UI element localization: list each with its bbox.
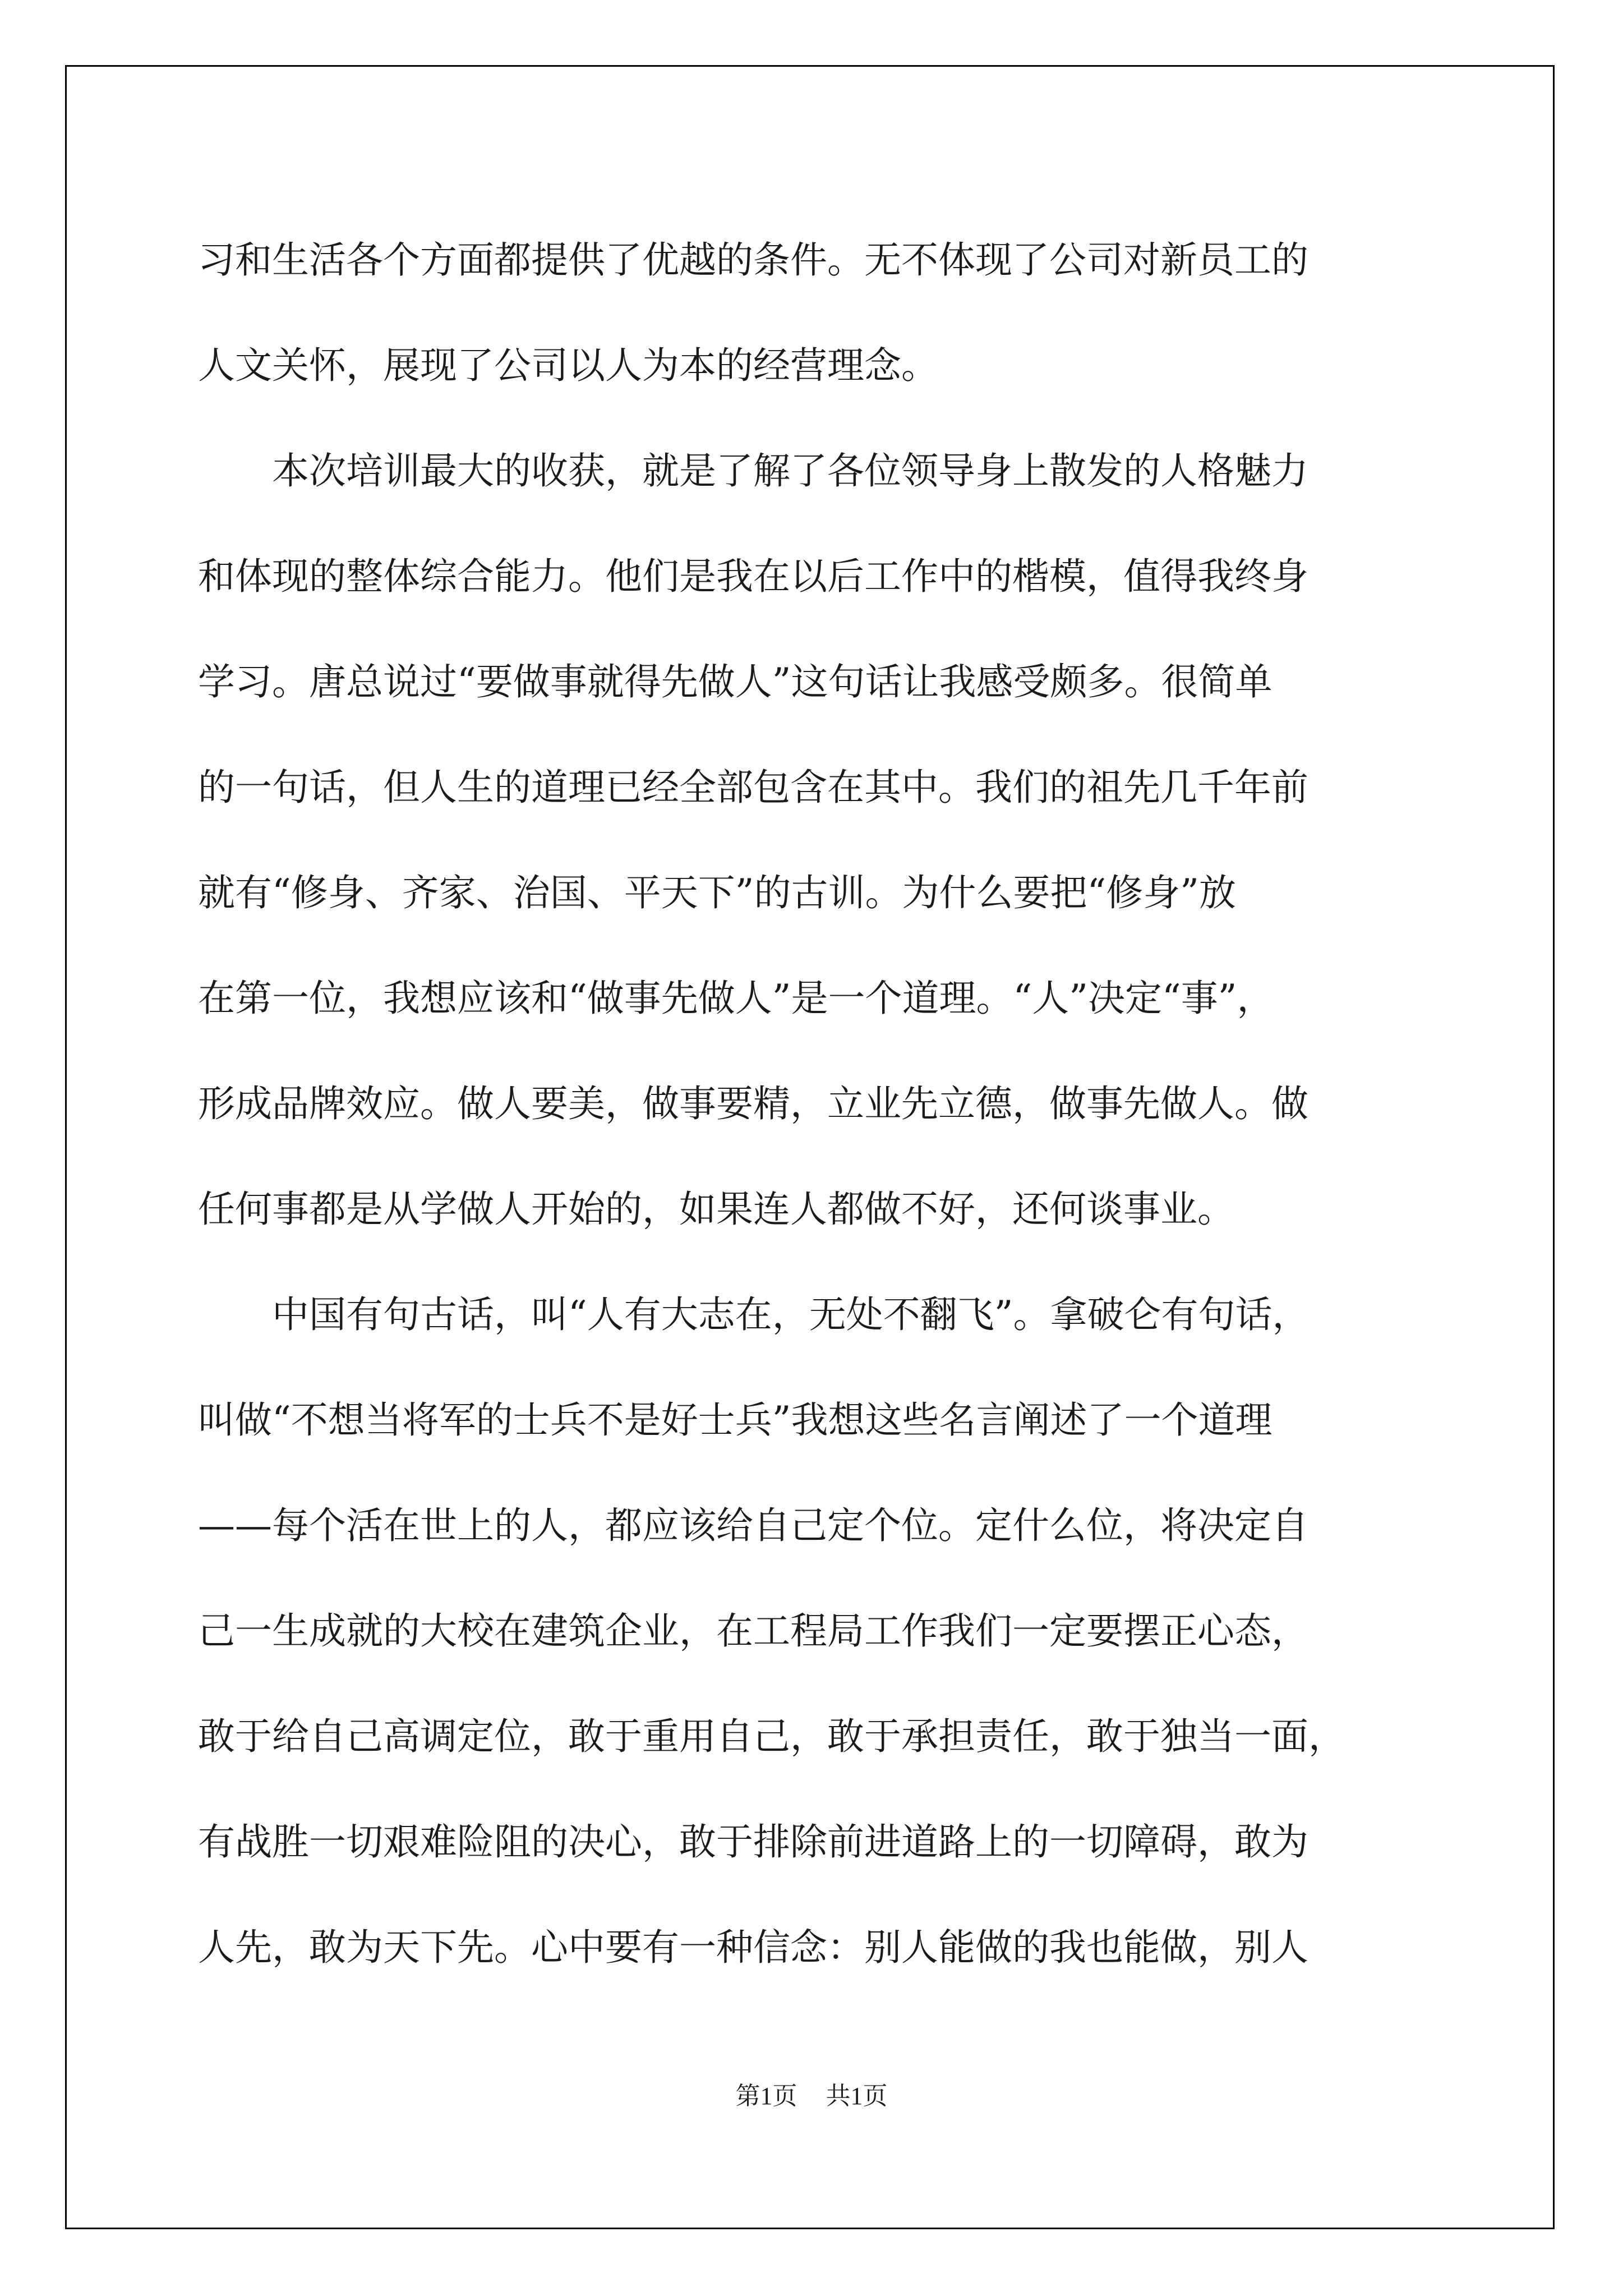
paragraph-start-line: 中国有句古话，叫“人有大志在，无处不翻飞”。拿破仑有句话， [272, 1293, 1310, 1336]
page-number: 第1页 [735, 2082, 797, 2110]
text-line: 形成品牌效应。做人要美，做事要精，立业先立德，做事先做人。做 [198, 1082, 1308, 1125]
text-line: 叫做“不想当将军的士兵不是好士兵”我想这些名言阐述了一个道理 [198, 1398, 1272, 1442]
text-line: 的一句话，但人生的道理已经全部包含在其中。我们的祖先几千年前 [198, 766, 1308, 809]
paragraph-start-line: 本次培训最大的收获，就是了解了各位领导身上散发的人格魅力 [272, 449, 1308, 493]
text-line: 习和生活各个方面都提供了优越的条件。无不体现了公司对新员工的 [198, 238, 1308, 282]
text-line: 有战胜一切艰难险阻的决心，敢于排除前进道路上的一切障碍，敢为 [198, 1820, 1308, 1864]
text-line: ——每个活在世上的人，都应该给自己定个位。定什么位，将决定自 [198, 1504, 1308, 1547]
text-line: 己一生成就的大校在建筑企业，在工程局工作我们一定要摆正心态， [198, 1609, 1308, 1653]
text-line: 就有“修身、齐家、治国、平天下”的古训。为什么要把“修身”放 [198, 871, 1236, 914]
text-line: 人文关怀，展现了公司以人为本的经营理念。 [198, 344, 938, 387]
text-line: 人先，敢为天下先。心中要有一种信念：别人能做的我也能做，别人 [198, 1926, 1308, 1969]
document-body [198, 208, 1432, 2000]
text-line: 在第一位，我想应该和“做事先做人”是一个道理。“人”决定“事”， [198, 977, 1274, 1020]
text-line: 敢于给自己高调定位，敢于重用自己，敢于承担责任，敢于独当一面， [198, 1715, 1345, 1758]
text-line: 任何事都是从学做人开始的，如果连人都做不好，还何谈事业。 [198, 1188, 1234, 1231]
text-line: 学习。唐总说过“要做事就得先做人”这句话让我感受颇多。很简单 [198, 660, 1272, 703]
page-footer [0, 2076, 1623, 2111]
page-total: 共1页 [826, 2082, 888, 2110]
text-line: 和体现的整体综合能力。他们是我在以后工作中的楷模，值得我终身 [198, 555, 1308, 598]
